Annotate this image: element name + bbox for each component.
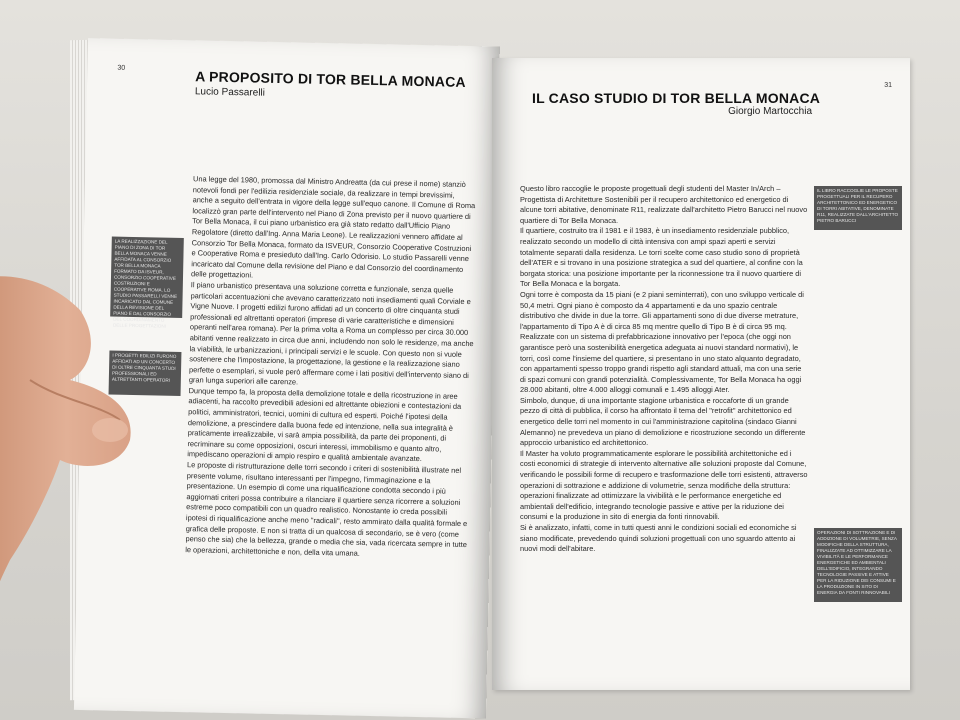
right-paragraph: Si è analizzato, infatti, come in tutti questi anni le condizioni sociali ed economiche si siano modificate, prevedendo quindi soluzioni progettuali con uno sguardo attento ai nuovi modi dell'abitare. [520,523,797,554]
right-sidenote-1: IL LIBRO RACCOGLIE LE PROPOSTE PROGETTUALI PER IL RECUPERO ARCHITETTONICO ED ENERGETICO DI TORRI ABITATIVE, DENOMINATE R11, REALIZZATE DALL'ARCHITETTO PIETRO BARUCCI [814,186,902,230]
left-paragraph: Una legge del 1980, promossa dal Ministro Andreatta (da cui prese il nome) stanziò notevoli fondi per l'edilizia residenziale sociale, da realizzare in tempi brevissimi, anche a seguito dell'entrata in vigore della legge sull'equo canone. Il Comune di Roma localizzò gran parte dell'intervento nel Piano di Zona previsto per il nuovo quartiere di Tor Bella Monaca, il cui piano urbanistico era già stato redatto dall'Ufficio Piano Regolatore (diretto dall'Ing. Anna Maria Leone). Le realizzazioni vennero affidate al Consorzio Tor Bella Monaca, formato da ISVEUR, Consorzio Cooperative Costruzioni e Cooperative Roma e presieduto dall'Ing. Carlo Odorisio. Lo studio Passarelli venne incaricato dal Comune della revisione del Piano e dal Consorzio del coordinamento delle progettazioni. [190,174,476,280]
right-page-author: Giorgio Martocchia [728,106,812,117]
right-page-title: IL CASO STUDIO DI TOR BELLA MONACA [532,90,821,106]
hand-image [0,270,160,690]
right-paragraph: Il Master ha voluto programmaticamente esplorare le possibilità architettoniche ed i costi economici di strategie di intervento alternative alle soluzioni proposte dal Comune, verificando le possibili forme di recupero e trasformazione delle torri esistenti, attraverso operazioni di sottrazione e addizione di volumetrie, senza modifiche della struttura: operazioni finalizzate ad ottimizzare la vivibilità e le performance energetiche ed ambientali dell'edificio, integrando tecnologie passive e attive per la riduzione dei consumi e la produzione in sito di energia da fonti rinnovabili. [520,448,808,522]
left-paragraph: Le proposte di ristrutturazione delle torri secondo i criteri di sostenibilità illustrate nel presente volume, risultano interessanti per l'impegno, l'immaginazione e la presentazione. Un esempio di come una riqualificazione condotta secondo i più aggiornati criteri possa contribuire a rilanciare il quartiere senza ricorrere a soluzioni estreme poco compatibili con un quadro realistico. Nonostante io creda possibili ipotesi di riqualificazione anche meno "radicali", resto ammirato dalla qualità formale e grafica delle proposte. E non si tratta di un qualcosa di secondario, se è vero (come penso che sia) che la bellezza, grande o media che sia, vada ricercata sempre in tutte le operazioni, architettoniche e non, della vita umana. [185,460,468,558]
left-page-title: A PROPOSITO DI TOR BELLA MONACA [195,68,466,90]
left-paragraph: Dunque tempo fa, la proposta della demolizione totale e della ricostruzione in aree adiacenti, ha raccolto prevedibili adesioni ed altrettante obiezioni e contestazioni da politici, amministratori, tecnici, uomini di cultura ed esperti. Poiché l'ipotesi della demolizione, a prescindere dalla buona fede ed intenzione, nella sua integralità è praticamente irrealizzabile, vi sarà ampia possibilità, da parte dei proponenti, di recriminare su come opposizioni, oscuri interessi, immobilismo e quanto altro, impediscano operazioni di ampio respiro e qualità ambientale avanzate. [187,386,462,464]
right-sidenote-2: OPERAZIONI DI SOTTRAZIONE E DI ADDIZIONE DI VOLUMETRIE, SENZA MODIFICHE DELLA STRUTTURA, FINALIZZATE AD OTTIMIZZARE LA VIVIBILITÀ E LE PERFORMANCE ENERGETICHE ED AMBIENTALI DELL'EDIFICIO, INTEGRANDO TECNOLOGIE PASSIVE E ATTIVE PER LA RIDUZIONE DEI CONSUMI E LA PRODUZIONE IN SITO DI ENERGIA DA FONTI RINNOVABILI [814,528,902,602]
left-page-author: Lucio Passarelli [194,86,266,99]
right-paragraph: Il quartiere, costruito tra il 1981 e il 1983, è un insediamento residenziale pubblico, realizzato secondo un modello di città intensiva con ampi spazi aperti e servizi totalmente separati dalla residenza. Le torri scelte come caso studio sono di proprietà dell'ATER e si trovano in una posizione strategica a sud del quartiere, al confine con la borgata storica: una posizione importante per la riconnessione tra il nuovo quartiere di Tor Bella Monaca e la borgata. [520,226,803,289]
left-body-text [182,174,477,700]
left-page-number: 30 [117,64,126,72]
right-paragraph: Questo libro raccoglie le proposte progettuali degli studenti del Master In/Arch – Progettista di Architetture Sostenibili per il recupero architettonico ed energetico di alcune torri abitative, denominate R11, realizzate dall'architetto Pietro Barucci nel nuovo quartiere di Tor Bella Monaca. [520,184,808,225]
right-page [492,58,910,690]
left-paragraph: Il piano urbanistico presentava una soluzione corretta e funzionale, senza quelle particolari accentuazioni che avevano caratterizzato noti insediamenti quali Corviale e Vigne Nuove. I progetti edilizi furono affidati ad un concerto di oltre cinquanta studi professionali ed altrettanti operatori (imprese di varie caratteristiche e dimensioni operanti nell'area romana). Per la prima volta a Roma un complesso per circa 30.000 abitanti venne realizzato in circa due anni, includendo non solo le residenze, ma anche la viabilità, le urbanizzazioni, i principali servizi e le scuole. Con questo non si vuole sostenere che l'impostazione, la progettazione, la gestione e la realizzazione siano perfette o esemplari, si vuole però affermare come i lati positivi dell'intervento siano di gran lunga superiori alle carenze. [188,280,474,387]
right-body-text [520,184,808,684]
right-paragraph: Simbolo, dunque, di una importante stagione urbanistica e roccaforte di un grande pezzo di città di pubblica, il corso ha affrontato il tema del "retrofit" architettonico ed energetico delle torri nel momento in cui l'amministrazione capitolina (sindaco Gianni Alemanno) ne prevedeva un piano di demolizione e ricostruzione secondo un differente approccio urbanistico ed architettonico. [520,395,806,448]
left-sidenote-2: I PROGETTI EDILIZI FURONO AFFIDATI AD UN CONCERTO DI OLTRE CINQUANTA STUDI PROFESSIONALI ED ALTRETTANTI OPERATORI [109,351,182,396]
right-paragraph: Ogni torre è composta da 15 piani (e 2 piani seminterrati), con uno sviluppo verticale di 50,4 metri. Ogni piano è composto da 4 appartamenti e da uno spazio centrale distributivo che divide in due la torre. Gli appartamenti sono di due diverse metrature, l'appartamento di Tipo A è di circa 85 mq mentre quello di Tipo B è di circa 95 mq. Realizzate con un sistema di prefabbricazione innovativo per l'epoca (che oggi non garantisce però una sostenibilità energetica adeguata ai nuovi standard normativi), le torri, così come l'insieme del quartiere, si presentano in uno stato alquanto degradato, con appartamenti spesso troppo grandi rispetto agli standard attuali, ma con una serie di spazi comuni con grandi potenzialità. Complessivamente, Tor Bella Monaca ha oggi 28.000 abitanti, oltre 4.000 alloggi comunali e 1.495 alloggi Ater. [520,289,804,395]
left-sidenote-1: LA REALIZZAZIONE DEL PIANO DI ZONA DI TOR BELLA MONACA VENNE AFFIDATA AL CONSORZIO TOR BELLA MONACA FORMATO DA ISVEUR, CONSORZIO COOPERATIVE COSTRUZIONI E COOPERATIVE ROMA. LO STUDIO PASSARELLI VENNE INCARICATO DAL COMUNE DELLA REVISIONE DEL PIANO E DAL CONSORZIO DEL COORDINAMENTO DELLE PROGETTAZIONI [110,237,184,318]
right-page-number: 31 [884,82,892,89]
